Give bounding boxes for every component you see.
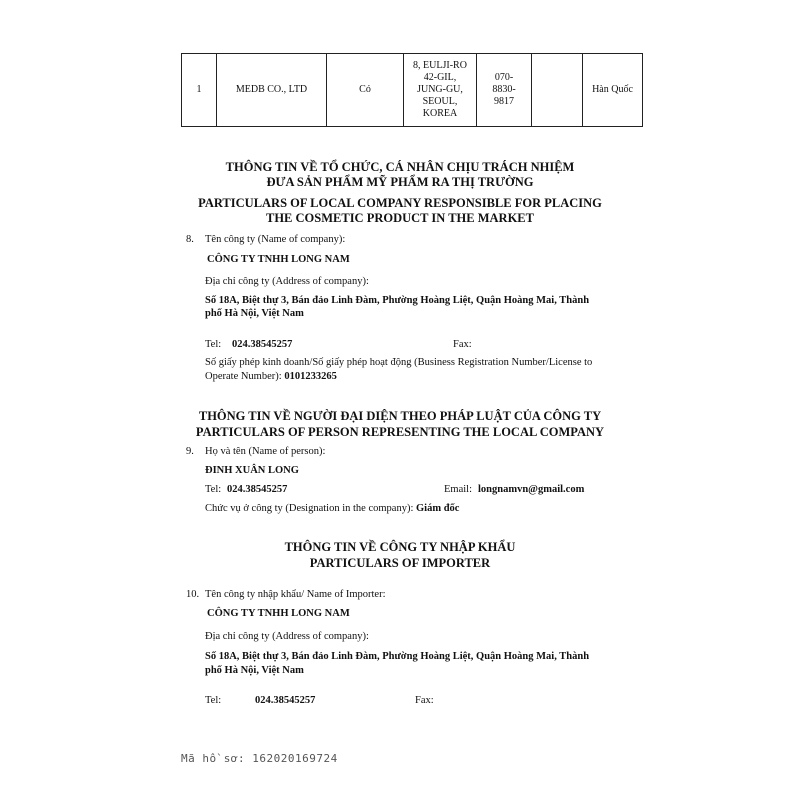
rep-title-vi: THÔNG TIN VỀ NGƯỜI ĐẠI DIỆN THEO PHÁP LUẬT CỦA CÔNG TY: [198, 409, 602, 423]
tel-value: 024.38545257: [232, 339, 293, 350]
importer-fax-label: Fax:: [415, 695, 434, 706]
local-title-vi-2: ĐƯA SẢN PHẨM MỸ PHẨM RA THỊ TRƯỜNG: [266, 175, 534, 189]
company-name-label: Tên công ty (Name of company):: [205, 234, 346, 245]
rep-tel-value: 024.38545257: [227, 484, 288, 495]
person-name-value: ĐINH XUÂN LONG: [205, 465, 299, 476]
email-value: longnamvn@gmail.com: [478, 484, 585, 495]
table-row: [182, 54, 643, 127]
item-number-8: 8.: [186, 234, 194, 245]
row-number-cell: 1: [182, 54, 217, 127]
tel-label: Tel:: [205, 339, 222, 350]
email-label: Email:: [444, 484, 472, 495]
person-name-label: Họ và tên (Name of person):: [205, 446, 326, 457]
item-number-10: 10.: [186, 589, 200, 600]
importer-name-value: CÔNG TY TNHH LONG NAM: [207, 608, 350, 619]
manufacturer-table: [181, 53, 643, 127]
company-address-line1: Số 18A, Biệt thự 3, Bán đảo Linh Đàm, Phường Hoàng Liệt, Quận Hoàng Mai, Thành: [205, 295, 590, 306]
license-value: 0101233265: [284, 371, 337, 382]
manufacturer-name-cell: MEDB CO., LTD: [217, 54, 327, 127]
rep-tel-label: Tel:: [205, 484, 222, 495]
importer-tel-label: Tel:: [205, 695, 222, 706]
company-address-label: Địa chỉ công ty (Address of company):: [205, 276, 369, 287]
fax-cell: [532, 54, 583, 127]
importer-title-vi: THÔNG TIN VỀ CÔNG TY NHẬP KHẨU: [284, 540, 516, 554]
position-label: Chức vụ ở công ty (Designation in the company):: [205, 503, 414, 514]
address-cell: 8, EULJI-RO 42-GIL, JUNG-GU, SEOUL, KOREA: [404, 54, 477, 127]
flag-cell: Có: [327, 54, 404, 127]
position-row: [205, 503, 459, 514]
license-line2: Operate Number): 0101233265: [205, 371, 337, 382]
item-number-9: 9.: [186, 446, 194, 457]
position-value: Giám đốc: [416, 503, 460, 514]
fax-label: Fax:: [453, 339, 472, 350]
dossier-code: Mã hồ sơ: 162020169724: [181, 752, 338, 765]
importer-name-label: Tên công ty nhập khẩu/ Name of Importer:: [205, 589, 386, 600]
rep-title-en: PARTICULARS OF PERSON REPRESENTING THE LOCAL COMPANY: [195, 425, 605, 439]
importer-title-en: PARTICULARS OF IMPORTER: [309, 556, 491, 570]
importer-address-line2: phố Hà Nội, Việt Nam: [205, 665, 304, 676]
company-name-value: CÔNG TY TNHH LONG NAM: [207, 254, 350, 265]
license-line1: Số giấy phép kinh doanh/Số giấy phép hoạt động (Business Registration Number/License to: [205, 357, 593, 368]
country-cell: Hàn Quốc: [583, 54, 643, 127]
phone-cell: 070- 8830- 9817: [477, 54, 532, 127]
local-title-vi-1: THÔNG TIN VỀ TỔ CHỨC, CÁ NHÂN CHỊU TRÁCH NHIỆM: [225, 160, 575, 174]
company-address-line2: phố Hà Nội, Việt Nam: [205, 308, 304, 319]
local-title-en-1: PARTICULARS OF LOCAL COMPANY RESPONSIBLE FOR PLACING: [198, 196, 602, 210]
importer-address-label: Địa chỉ công ty (Address of company):: [205, 631, 369, 642]
local-title-en-2: THE COSMETIC PRODUCT IN THE MARKET: [266, 211, 534, 225]
importer-tel-value: 024.38545257: [255, 695, 316, 706]
importer-address-line1: Số 18A, Biệt thự 3, Bán đảo Linh Đàm, Phường Hoàng Liệt, Quận Hoàng Mai, Thành: [205, 651, 590, 662]
